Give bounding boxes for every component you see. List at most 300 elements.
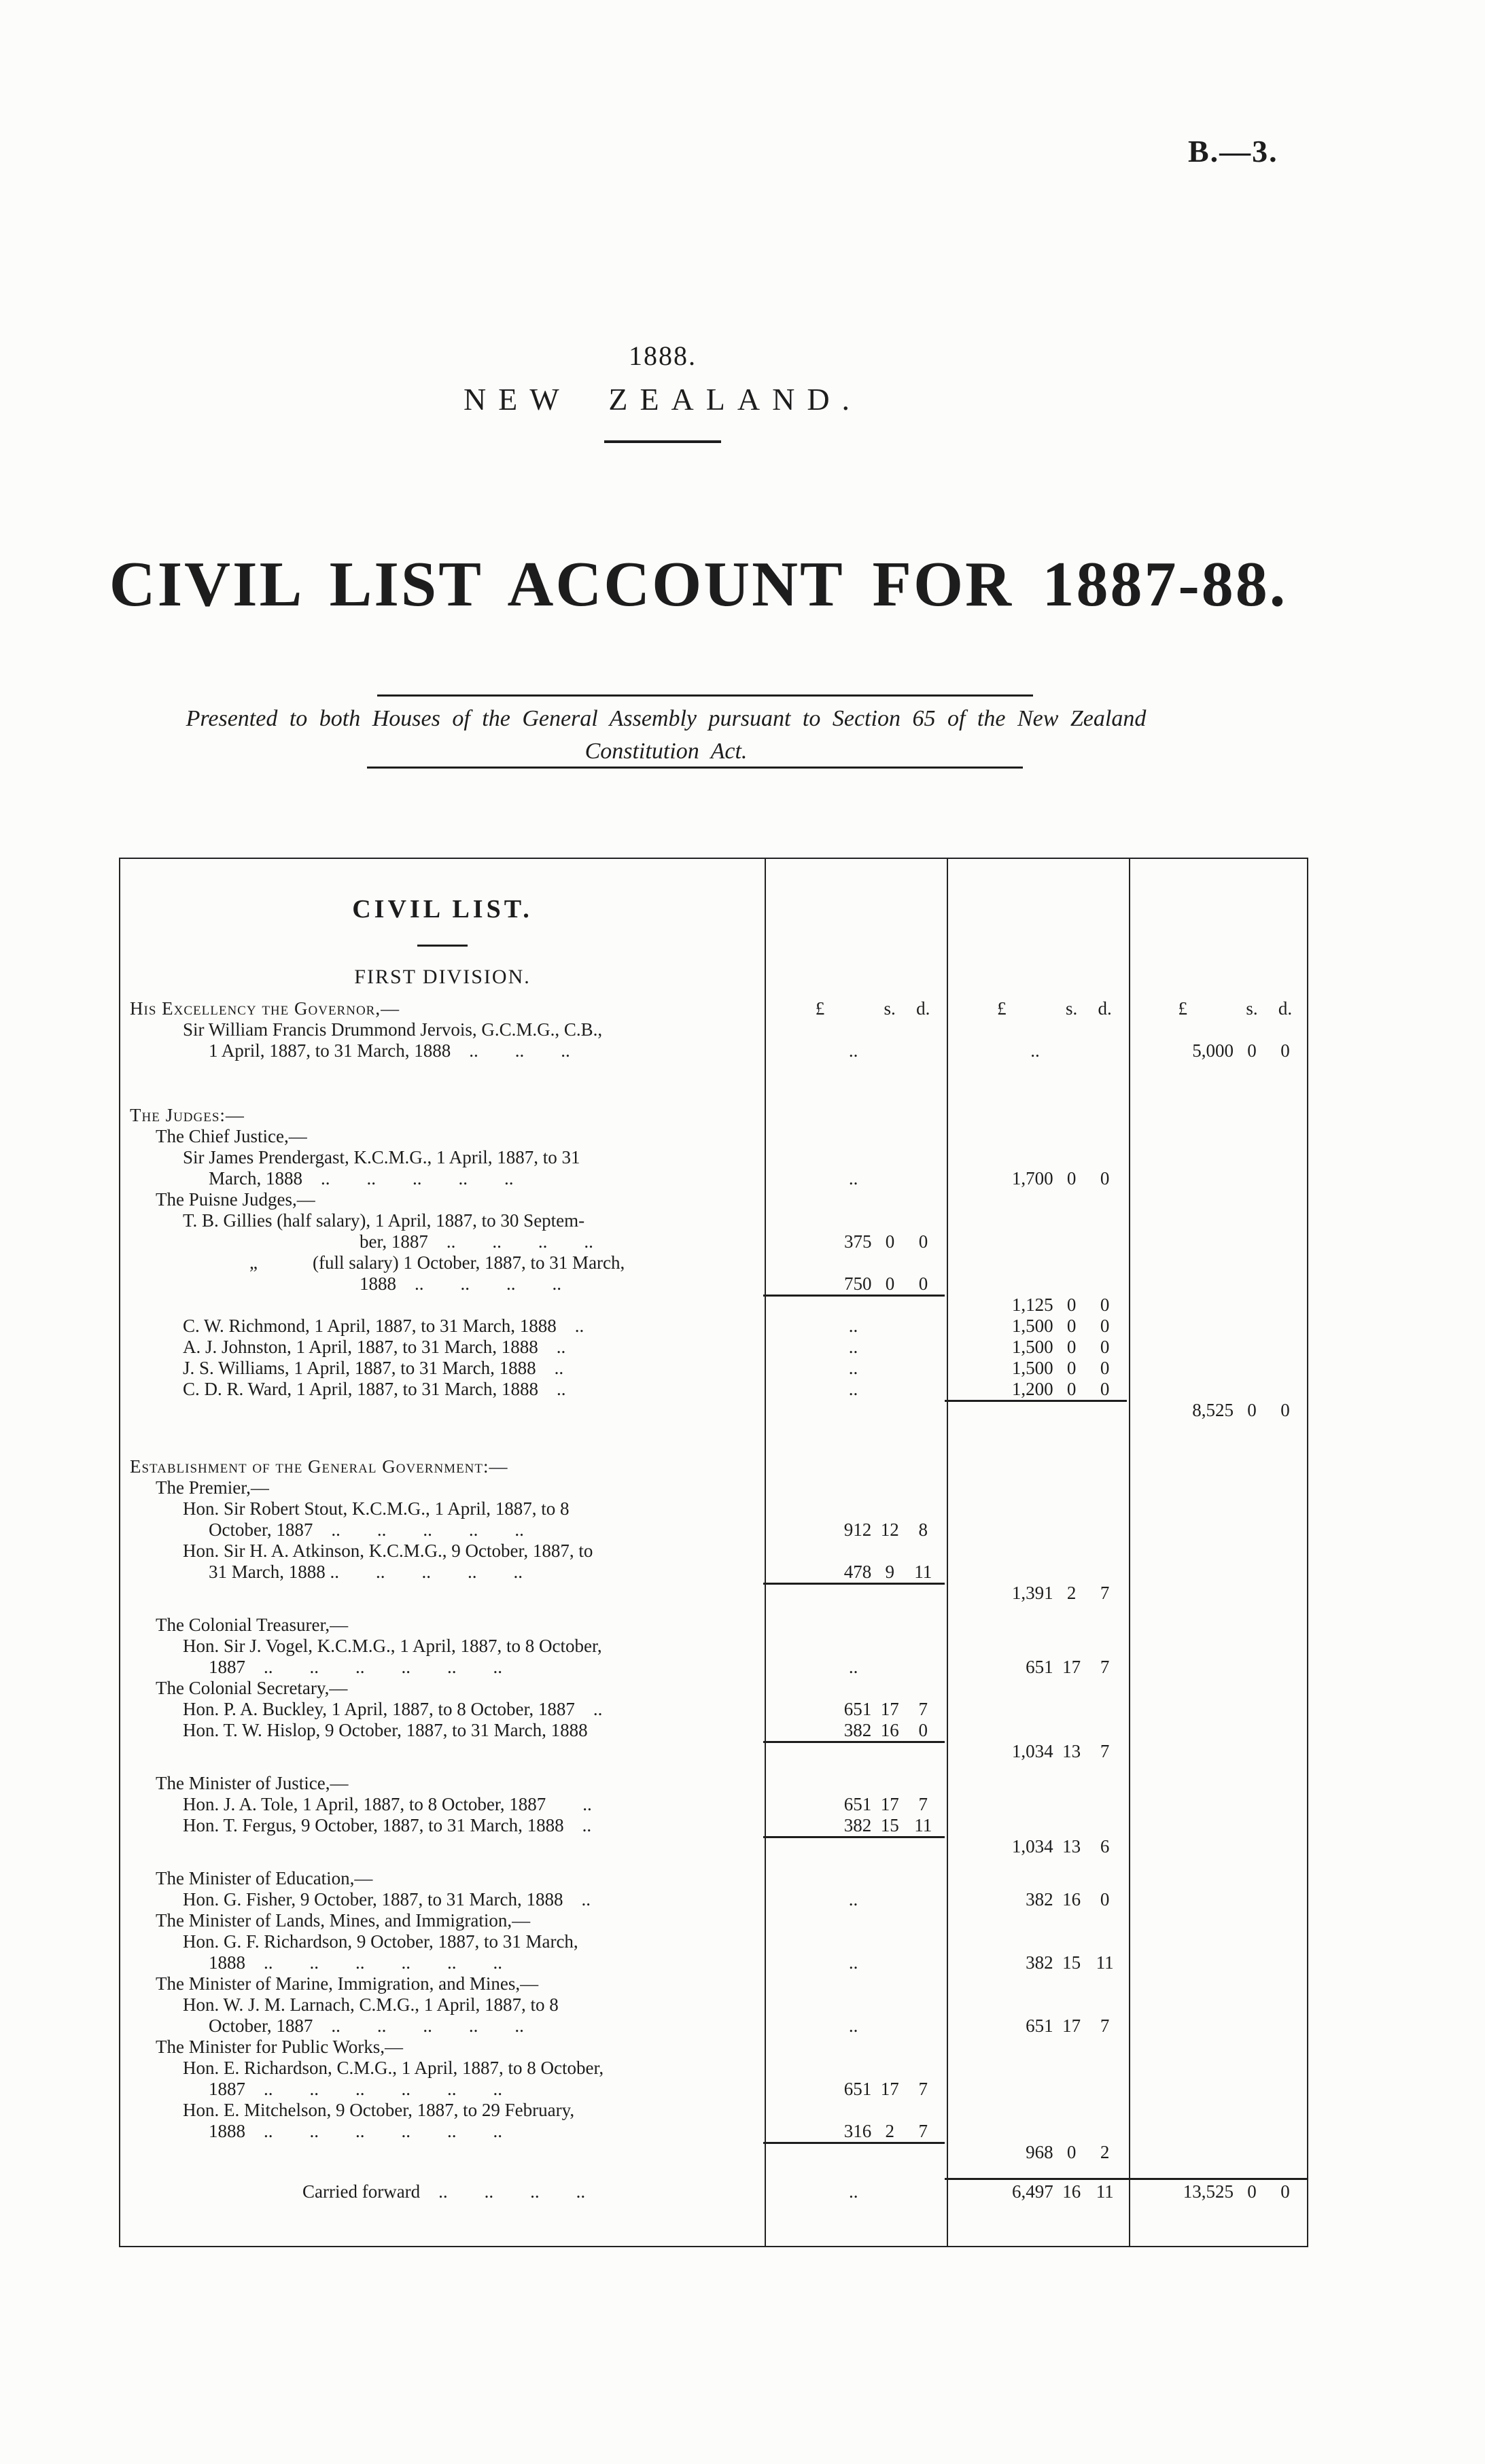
country-heading: NEW ZEALAND. — [463, 382, 862, 417]
amount-cell — [1127, 2016, 1307, 2037]
amount-cell — [945, 1019, 1126, 1040]
blank-entry-dots: .. — [848, 1379, 858, 1399]
amount-cell — [763, 1910, 945, 1931]
amount-cell — [763, 1189, 945, 1210]
amount-shillings: 0 — [1066, 1295, 1077, 1315]
row-description: The Colonial Treasurer,— — [156, 1615, 349, 1635]
row-description: Hon. Sir Robert Stout, K.C.M.G., 1 April, 1887, to 8 — [183, 1498, 570, 1519]
amount-shillings: 0 — [885, 1273, 895, 1294]
amount-cell — [763, 1583, 945, 1604]
amount-pence: 11 — [1096, 1952, 1114, 1973]
row-description: The Minister of Lands, Mines, and Immigration,— — [156, 1910, 531, 1931]
amount-pence: 7 — [918, 1794, 928, 1814]
amount-cell — [1127, 1994, 1307, 2016]
row-description: Hon. E. Richardson, C.M.G., 1 April, 1887, to 8 October, — [183, 2058, 604, 2078]
amount-shillings: 15 — [880, 1815, 899, 1835]
amount-cell — [763, 1931, 945, 1952]
row-description — [120, 1836, 763, 1857]
currency-unit-label: £ — [997, 998, 1007, 1019]
row-description: The Puisne Judges,— — [156, 1189, 315, 1210]
amount-cell — [1127, 1615, 1307, 1636]
document-head — [0, 340, 1325, 443]
amount-cell — [763, 1019, 945, 1040]
amount-pence: 7 — [918, 1699, 928, 1719]
blank-entry-dots: .. — [1030, 1040, 1040, 1061]
amount-cell — [945, 1657, 1126, 1678]
amount-cell — [945, 2058, 1126, 2079]
amount-cell — [763, 1456, 945, 1477]
row-description: T. B. Gillies (half salary), 1 April, 1887, to 30 Septem- — [183, 1210, 585, 1231]
row-description: Sir James Prendergast, K.C.M.G., 1 April, 1887, to 31 — [183, 1147, 580, 1167]
row-description: Establishment of the General Government:— — [130, 1456, 508, 1477]
amount-pence: 0 — [1100, 1168, 1110, 1189]
paper-reference: B.—3. — [1188, 134, 1278, 169]
amount-pence: 0 — [1280, 1400, 1290, 1420]
amount-cell — [945, 1126, 1126, 1147]
row-description: C. D. R. Ward, 1 April, 1887, to 31 March, 1888 .. — [183, 1379, 566, 1399]
amount-cell — [1127, 1168, 1307, 1189]
currency-unit-label: s. — [1065, 998, 1078, 1019]
amount-shillings: 17 — [1062, 2016, 1081, 2036]
amount-pounds: 6,497 — [1011, 2181, 1053, 2202]
amount-cell — [1127, 2079, 1307, 2100]
amount-cell — [945, 1699, 1126, 1720]
amount-cell — [763, 1498, 945, 1519]
row-description: 31 March, 1888 .. .. .. .. .. — [209, 1562, 523, 1582]
amount-cell — [945, 1379, 1126, 1400]
row-description: Sir William Francis Drummond Jervois, G.C.M.G., C.B., — [183, 1019, 603, 1040]
currency-column-header — [1127, 998, 1307, 1019]
amount-cell — [1127, 1794, 1307, 1815]
amount-pounds: 912 — [843, 1519, 872, 1540]
amount-cell — [1127, 1720, 1307, 1741]
row-description: 1888 .. .. .. .. .. .. — [209, 2121, 502, 2141]
blank-entry-dots: .. — [848, 1040, 858, 1061]
amount-pounds: 1,034 — [1011, 1836, 1053, 1856]
amount-cell — [1127, 1741, 1307, 1762]
amount-cell — [763, 1337, 945, 1358]
amount-cell — [1127, 2181, 1307, 2202]
amount-cell — [1127, 2121, 1307, 2142]
amount-pence: 7 — [918, 2121, 928, 2141]
currency-unit-label: d. — [1098, 998, 1112, 1019]
amount-cell — [763, 1519, 945, 1541]
amount-pounds: 1,034 — [1011, 1741, 1053, 1761]
currency-unit-label: s. — [1246, 998, 1258, 1019]
subtitle-divider-top — [377, 694, 1033, 697]
amount-cell — [945, 1295, 1126, 1316]
blank-entry-dots: .. — [848, 1337, 858, 1357]
amount-pence: 0 — [1100, 1337, 1110, 1357]
row-description — [120, 1583, 763, 1604]
amount-cell — [763, 2100, 945, 2121]
amount-pounds: 1,500 — [1011, 1316, 1053, 1336]
amount-cell — [945, 1358, 1126, 1379]
amount-pence: 0 — [1280, 1040, 1290, 1061]
amount-shillings: 15 — [1062, 1952, 1081, 1973]
amount-cell — [763, 1889, 945, 1910]
row-description: 1887 .. .. .. .. .. .. — [209, 2079, 502, 2099]
row-description: 1888 .. .. .. .. — [360, 1273, 561, 1294]
amount-cell — [763, 1657, 945, 1678]
row-description: The Colonial Secretary,— — [156, 1678, 348, 1698]
amount-pence: 7 — [1100, 1741, 1110, 1761]
amount-cell — [945, 1252, 1126, 1273]
amount-cell — [763, 1358, 945, 1379]
amount-cell — [945, 1210, 1126, 1231]
amount-shillings: 0 — [1066, 1337, 1077, 1357]
amount-pence: 2 — [1100, 2142, 1110, 2162]
blank-entry-dots: .. — [848, 1168, 858, 1189]
amount-cell — [763, 2037, 945, 2058]
amount-shillings: 16 — [880, 1720, 899, 1740]
amount-cell — [763, 1562, 945, 1583]
row-description: The Minister for Public Works,— — [156, 2037, 404, 2057]
amount-cell — [1127, 1105, 1307, 1126]
amount-cell — [763, 1868, 945, 1889]
amount-cell — [1127, 1910, 1307, 1931]
amount-cell — [945, 1931, 1126, 1952]
amount-cell — [945, 1720, 1126, 1741]
amount-cell — [945, 2121, 1126, 2142]
amount-cell — [1127, 1583, 1307, 1604]
amount-pounds: 750 — [843, 1273, 872, 1294]
subtitle-divider-bottom — [367, 767, 1023, 769]
amount-cell — [1127, 1126, 1307, 1147]
blank-entry-dots: .. — [848, 1316, 858, 1336]
amount-cell — [945, 2178, 1126, 2180]
amount-pence: 8 — [918, 1519, 928, 1540]
row-description: The Premier,— — [156, 1477, 269, 1498]
amount-cell — [945, 1973, 1126, 1994]
amount-cell — [945, 1168, 1126, 1189]
amount-cell — [945, 1231, 1126, 1252]
amount-cell — [763, 1400, 945, 1421]
amount-cell — [763, 1295, 945, 1316]
amount-cell — [945, 2016, 1126, 2037]
row-description: Hon. E. Mitchelson, 9 October, 1887, to 29 February, — [183, 2100, 575, 2120]
amount-cell — [1127, 1952, 1307, 1973]
amount-cell — [1127, 1773, 1307, 1794]
row-description: ber, 1887 .. .. .. .. — [360, 1231, 593, 1252]
amount-shillings: 0 — [1066, 1379, 1077, 1399]
amount-shillings: 13 — [1062, 1741, 1081, 1761]
amount-cell — [763, 1477, 945, 1498]
amount-cell — [763, 2178, 945, 2180]
amount-pence: 11 — [914, 1562, 932, 1582]
amount-shillings: 0 — [1066, 1358, 1077, 1378]
amount-shillings: 17 — [880, 1794, 899, 1814]
amount-cell — [945, 1189, 1126, 1210]
amount-cell — [1127, 1019, 1307, 1040]
amount-shillings: 2 — [885, 2121, 895, 2141]
division-heading: FIRST DIVISION. — [354, 966, 531, 988]
row-description: Hon. T. Fergus, 9 October, 1887, to 31 March, 1888 .. — [183, 1815, 592, 1835]
amount-cell — [945, 2142, 1126, 2163]
amount-cell — [1127, 2100, 1307, 2121]
amount-cell — [763, 1105, 945, 1126]
presentation-note-line1: Presented to both Houses of the General Assembly pursuant to Section 65 of the New Zealand — [186, 706, 1147, 731]
row-description — [120, 2178, 763, 2180]
blank-entry-dots: .. — [848, 1657, 858, 1677]
currency-unit-label: £ — [815, 998, 825, 1019]
amount-cell — [1127, 2037, 1307, 2058]
row-description — [120, 1741, 763, 1762]
amount-cell — [945, 1147, 1126, 1168]
amount-cell — [1127, 1636, 1307, 1657]
row-description: Hon. G. F. Richardson, 9 October, 1887, to 31 March, — [183, 1931, 578, 1952]
amount-shillings: 0 — [1066, 2142, 1077, 2162]
amount-cell — [945, 1636, 1126, 1657]
amount-cell — [945, 2079, 1126, 2100]
amount-pounds: 651 — [1026, 1657, 1053, 1677]
amount-cell — [945, 1815, 1126, 1836]
amount-cell — [1127, 1889, 1307, 1910]
amount-cell — [1127, 1456, 1307, 1477]
amount-cell — [945, 1541, 1126, 1562]
blank-entry-dots: .. — [848, 1358, 858, 1378]
amount-cell — [763, 1168, 945, 1189]
presentation-note-line2: Constitution Act. — [584, 739, 748, 764]
amount-cell — [1127, 1699, 1307, 1720]
amount-shillings: 16 — [1062, 1889, 1081, 1909]
amount-pence: 0 — [918, 1720, 928, 1740]
amount-pence: 6 — [1100, 1836, 1110, 1856]
amount-cell — [763, 2121, 945, 2142]
amount-cell — [1127, 1379, 1307, 1400]
amount-cell — [945, 1400, 1126, 1421]
row-description: Hon. G. Fisher, 9 October, 1887, to 31 March, 1888 .. — [183, 1889, 591, 1909]
amount-cell — [763, 1252, 945, 1273]
amount-cell — [763, 1699, 945, 1720]
row-description: A. J. Johnston, 1 April, 1887, to 31 March, 1888 .. — [183, 1337, 566, 1357]
amount-cell — [945, 1741, 1126, 1762]
amount-cell — [763, 1678, 945, 1699]
column-divider — [765, 859, 766, 2246]
amount-cell — [1127, 1519, 1307, 1541]
amount-shillings: 0 — [1247, 1040, 1257, 1061]
amount-cell — [763, 1636, 945, 1657]
amount-pounds: 651 — [1026, 2016, 1053, 2036]
amount-cell — [763, 1316, 945, 1337]
amount-cell — [1127, 1836, 1307, 1857]
amount-cell — [763, 1541, 945, 1562]
amount-cell — [1127, 1040, 1307, 1061]
amount-cell — [763, 1952, 945, 1973]
amount-shillings: 0 — [1066, 1316, 1077, 1336]
amount-shillings: 17 — [880, 1699, 899, 1719]
amount-cell — [763, 1720, 945, 1741]
row-description — [120, 2142, 763, 2163]
amount-cell — [945, 1994, 1126, 2016]
amount-shillings: 12 — [880, 1519, 899, 1540]
amount-pence: 0 — [1100, 1379, 1110, 1399]
amount-shillings: 9 — [885, 1562, 895, 1582]
amount-cell — [1127, 1147, 1307, 1168]
amount-cell — [945, 1615, 1126, 1636]
row-description: The Judges:— — [130, 1105, 245, 1125]
amount-cell — [1127, 1189, 1307, 1210]
table-title-divider — [417, 945, 468, 947]
amount-cell — [1127, 1400, 1307, 1421]
amount-pence: 0 — [918, 1273, 928, 1294]
row-description: The Minister of Marine, Immigration, and Mines,— — [156, 1973, 539, 1994]
head-divider — [604, 440, 721, 443]
civil-list-account-table — [119, 858, 1308, 2247]
amount-cell — [1127, 1657, 1307, 1678]
amount-cell — [1127, 1295, 1307, 1316]
amount-cell — [763, 1973, 945, 1994]
amount-cell — [763, 1040, 945, 1061]
amount-cell — [945, 1773, 1126, 1794]
row-description: 1888 .. .. .. .. .. .. — [209, 1952, 502, 1973]
amount-pounds: 651 — [843, 1699, 872, 1719]
currency-unit-label: £ — [1178, 998, 1188, 1019]
amount-pence: 7 — [1100, 1583, 1110, 1603]
amount-pence: 7 — [1100, 1657, 1110, 1677]
amount-cell — [763, 1147, 945, 1168]
row-description: Hon. P. A. Buckley, 1 April, 1887, to 8 October, 1887 .. — [183, 1699, 603, 1719]
amount-cell — [945, 2037, 1126, 2058]
amount-cell — [945, 1519, 1126, 1541]
amount-pounds: 316 — [843, 2121, 872, 2141]
currency-unit-label: d. — [1278, 998, 1293, 1019]
amount-cell — [945, 1868, 1126, 1889]
amount-pounds: 1,700 — [1011, 1168, 1053, 1189]
amount-cell — [763, 1773, 945, 1794]
amount-cell — [1127, 1973, 1307, 1994]
row-description: Hon. J. A. Tole, 1 April, 1887, to 8 October, 1887 .. — [183, 1794, 592, 1814]
amount-cell — [1127, 1678, 1307, 1699]
amount-cell — [1127, 1273, 1307, 1295]
column-divider — [1129, 859, 1130, 2246]
amount-cell — [763, 1994, 945, 2016]
row-description: „ (full salary) 1 October, 1887, to 31 March, — [249, 1252, 625, 1273]
amount-cell — [945, 1583, 1126, 1604]
amount-cell — [945, 1910, 1126, 1931]
row-description: The Minister of Education,— — [156, 1868, 373, 1888]
amount-cell — [945, 1105, 1126, 1126]
amount-cell — [1127, 1316, 1307, 1337]
amount-pounds: 5,000 — [1192, 1040, 1234, 1061]
currency-column-header — [763, 998, 945, 1019]
presentation-note — [0, 703, 1332, 768]
amount-pounds: 382 — [843, 1815, 872, 1835]
amount-pounds: 478 — [843, 1562, 872, 1582]
amount-cell — [1127, 1210, 1307, 1231]
amount-cell — [1127, 1231, 1307, 1252]
amount-shillings: 0 — [1066, 1168, 1077, 1189]
amount-pounds: 1,500 — [1011, 1337, 1053, 1357]
amount-pounds: 382 — [1026, 1952, 1053, 1973]
amount-pounds: 651 — [843, 1794, 872, 1814]
amount-pence: 0 — [1100, 1358, 1110, 1378]
amount-cell — [763, 2058, 945, 2079]
amount-cell — [1127, 1868, 1307, 1889]
amount-cell — [763, 1741, 945, 1762]
amount-pence: 0 — [918, 1231, 928, 1252]
row-description: Hon. W. J. M. Larnach, C.M.G., 1 April, 1887, to 8 — [183, 1994, 559, 2015]
amount-pounds: 1,200 — [1011, 1379, 1053, 1399]
amount-cell — [763, 2079, 945, 2100]
amount-cell — [1127, 2178, 1307, 2180]
amount-cell — [945, 1456, 1126, 1477]
amount-cell — [945, 1273, 1126, 1295]
amount-pounds: 375 — [843, 1231, 872, 1252]
amount-pence: 11 — [914, 1815, 932, 1835]
amount-cell — [1127, 1541, 1307, 1562]
amount-cell — [945, 1678, 1126, 1699]
amount-shillings: 2 — [1066, 1583, 1077, 1603]
amount-cell — [945, 1836, 1126, 1857]
amount-shillings: 17 — [1062, 1657, 1081, 1677]
row-description: J. S. Williams, 1 April, 1887, to 31 March, 1888 .. — [183, 1358, 564, 1378]
amount-cell — [763, 2142, 945, 2163]
amount-cell — [945, 1040, 1126, 1061]
amount-cell — [763, 2181, 945, 2202]
amount-pounds: 1,391 — [1011, 1583, 1053, 1603]
row-description: Hon. T. W. Hislop, 9 October, 1887, to 31 March, 1888 — [183, 1720, 588, 1740]
blank-entry-dots: .. — [848, 2016, 858, 2036]
amount-cell — [763, 1836, 945, 1857]
row-description: Hon. Sir H. A. Atkinson, K.C.M.G., 9 October, 1887, to — [183, 1541, 593, 1561]
amount-pence: 0 — [1100, 1295, 1110, 1315]
amount-cell — [763, 1815, 945, 1836]
row-description: C. W. Richmond, 1 April, 1887, to 31 March, 1888 .. — [183, 1316, 584, 1336]
currency-unit-label: d. — [916, 998, 930, 1019]
amount-cell — [945, 1794, 1126, 1815]
currency-column-header — [945, 998, 1126, 1019]
amount-cell — [1127, 1931, 1307, 1952]
amount-cell — [763, 1126, 945, 1147]
amount-cell — [945, 1952, 1126, 1973]
year-heading: 1888. — [629, 340, 697, 371]
blank-entry-dots: .. — [848, 1952, 858, 1973]
amount-cell — [763, 1273, 945, 1295]
row-description: 1 April, 1887, to 31 March, 1888 .. .. .. — [209, 1040, 570, 1061]
amount-cell — [945, 1316, 1126, 1337]
amount-shillings: 13 — [1062, 1836, 1081, 1856]
page-title: CIVIL LIST ACCOUNT FOR 1887-88. — [109, 549, 1288, 620]
row-description: October, 1887 .. .. .. .. .. — [209, 2016, 524, 2036]
amount-cell — [763, 1231, 945, 1252]
amount-cell — [1127, 1358, 1307, 1379]
amount-cell — [1127, 2058, 1307, 2079]
row-description: Carried forward .. .. .. .. — [302, 2181, 586, 2202]
amount-pence: 0 — [1280, 2181, 1290, 2202]
currency-unit-label: s. — [884, 998, 896, 1019]
blank-entry-dots: .. — [848, 1889, 858, 1909]
amount-cell — [1127, 1477, 1307, 1498]
amount-cell — [1127, 1498, 1307, 1519]
amount-cell — [763, 1794, 945, 1815]
row-description: October, 1887 .. .. .. .. .. — [209, 1519, 524, 1540]
amount-cell — [945, 1337, 1126, 1358]
amount-cell — [945, 1498, 1126, 1519]
amount-cell — [763, 1379, 945, 1400]
amount-shillings: 0 — [1247, 2181, 1257, 2202]
amount-pounds: 968 — [1026, 2142, 1053, 2162]
amount-cell — [1127, 1337, 1307, 1358]
amount-shillings: 17 — [880, 2079, 899, 2099]
amount-cell — [945, 1562, 1126, 1583]
blank-entry-dots: .. — [848, 2181, 858, 2202]
row-description: The Minister of Justice,— — [156, 1773, 349, 1793]
amount-pounds: 382 — [843, 1720, 872, 1740]
amount-cell — [945, 1889, 1126, 1910]
amount-pence: 11 — [1096, 2181, 1114, 2202]
amount-pounds: 382 — [1026, 1889, 1053, 1909]
